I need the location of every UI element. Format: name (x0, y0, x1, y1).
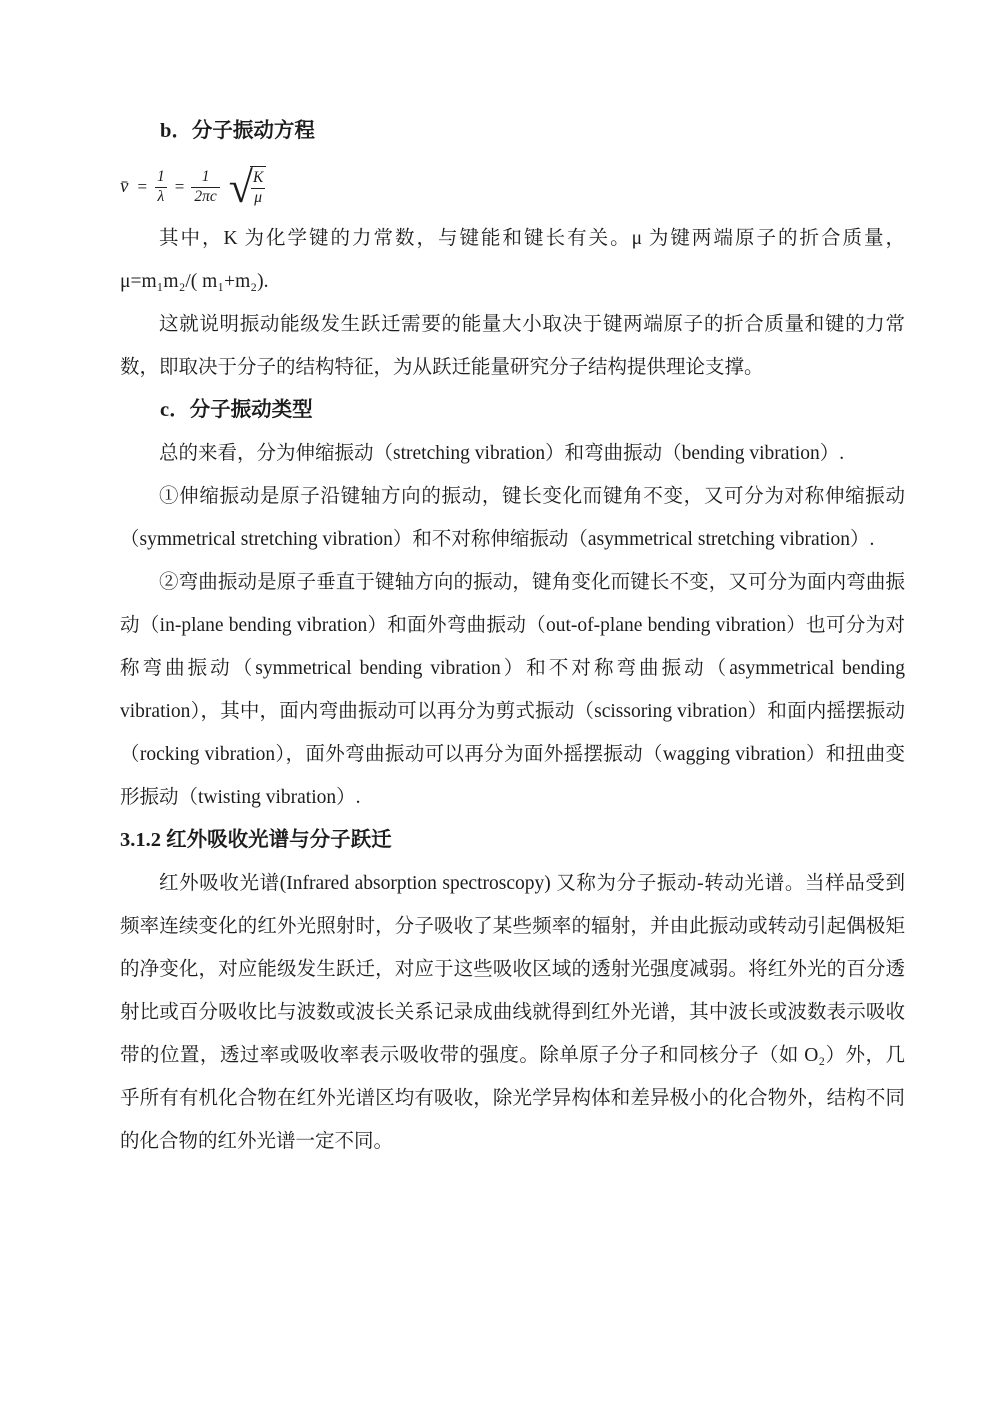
equals-sign: = (137, 176, 148, 196)
square-root (228, 163, 267, 213)
radical-sign: √ (228, 163, 253, 213)
paragraph-transition-energy: 这就说明振动能级发生跃迁需要的能量大小取决于键两端原子的折合质量和键的力常数，即取决于分子的结构特征，为从跃迁能量研究分子结构提供理论支撑。 (120, 314, 905, 378)
fraction-denominator: 2πc (191, 187, 219, 207)
paragraph-vibration-overview: 总的来看，分为伸缩振动（stretching vibration）和弯曲振动（bending vibration）. (159, 443, 845, 464)
heading-molecular-vibration-types: c．分子振动类型 (160, 399, 313, 421)
fraction-numerator: K (252, 169, 264, 187)
paragraph-stretching-vibration: ①伸缩振动是原子沿键轴方向的振动，键长变化而键角不变，又可分为对称伸缩振动（symmetrical stretching vibration）和不对称伸缩振动（asymmetrical stretching vibration）. (120, 486, 905, 550)
fraction-numerator: 1 (201, 167, 210, 185)
fraction-denominator: μ (251, 188, 265, 208)
paragraph-force-constant-reduced-mass: 其中，K 为化学键的力常数，与键能和键长有关。μ 为键两端原子的折合质量，μ=m₁m₂/( m₁+m₂). (120, 228, 905, 292)
heading-molecular-vibration-equation: b．分子振动方程 (160, 120, 315, 142)
paragraph-ir-absorption-spectroscopy: 红外吸收光谱(Infrared absorption spectroscopy) 又称为分子振动-转动光谱。当样品受到频率连续变化的红外光照射时，分子吸收了某些频率的辐射，并由此振动或转动引起偶极矩的净变化，对应能级发生跃迁，对应于这些吸收区域的透射光强度减弱。将红外光的百分透射比或百分吸收比与波数或波长关系记录成曲线就得到红外光谱，其中波长或波数表示吸收带的位置，透过率或吸收率表示吸收带的强度。除单原子分子和同核分子（如 O₂）外，几乎所有有机化合物在红外光谱区均有吸收，除光学异构体和差异极小的化合物外，结构不同的化合物的红外光谱一定不同。 (120, 873, 905, 1152)
fraction-one-over-lambda (154, 168, 168, 206)
molecular-vibration-formula (120, 157, 905, 217)
fraction-one-over-2pic (191, 168, 219, 206)
fraction-denominator: λ (155, 187, 168, 207)
paragraph-bending-vibration: ②弯曲振动是原子垂直于键轴方向的振动，键角变化而键长不变，又可分为面内弯曲振动（in-plane bending vibration）和面外弯曲振动（out-of-plane bending vibration）也可分为对称弯曲振动（symmetrical bending vibration）和不对称弯曲振动（asymmetrical bending vibration），其中，面内弯曲振动可以再分为剪式振动（scissoring vibration）和面内摇摆振动（rocking vibration），面外弯曲振动可以再分为面外摇摆振动（wagging vibration）和扭曲变形振动（twisting vibration）. (120, 572, 905, 808)
equals-sign: = (174, 176, 185, 196)
heading-ir-absorption-section: 3.1.2 红外吸收光谱与分子跃迁 (120, 829, 392, 851)
fraction-numerator: 1 (157, 167, 165, 185)
wavenumber-symbol: v̄ (120, 175, 129, 197)
